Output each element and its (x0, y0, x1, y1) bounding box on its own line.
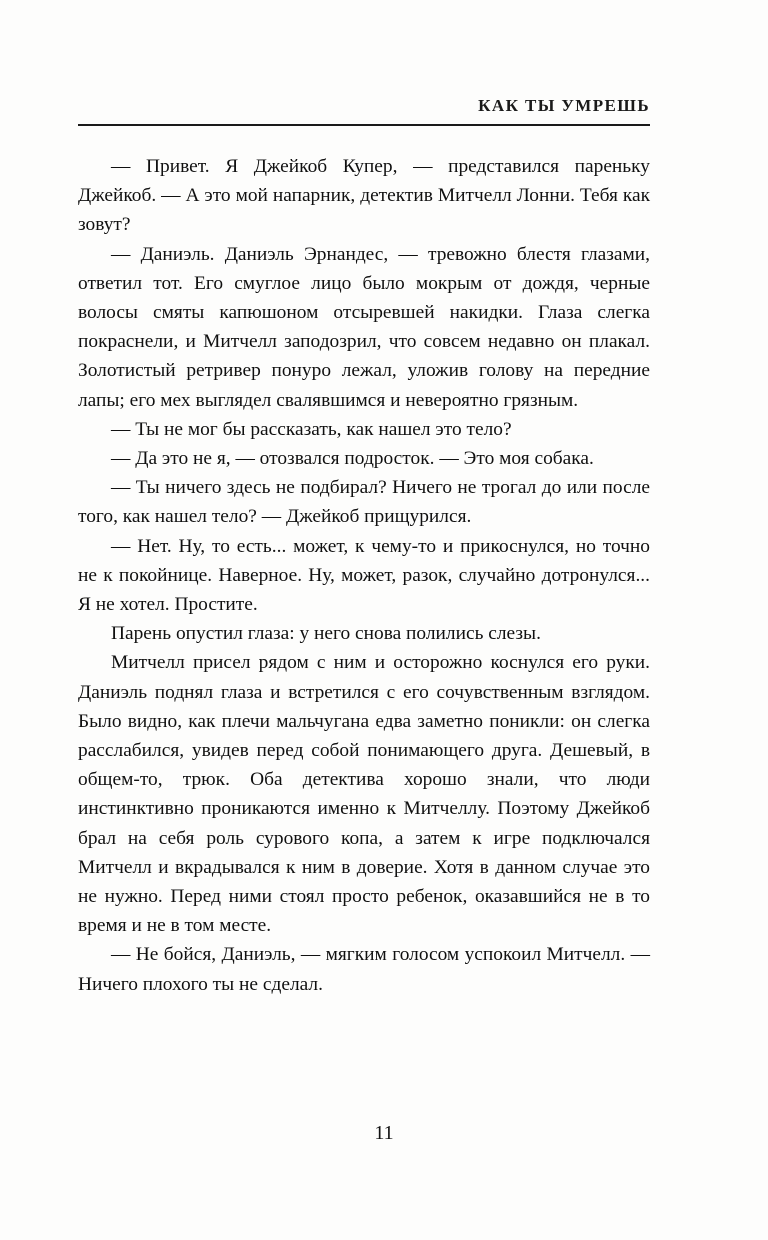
paragraph: — Даниэль. Даниэль Эрнандес, — тревожно блестя глазами, ответил тот. Его смуглое лицо было мокрым от дождя, черные волосы смяты капюшоном отсыревшей накидки. Глаза слегка покраснели, и Митчелл заподозрил, что совсем недавно он плакал. Золотистый ретривер понуро лежал, уложив голову на передние лапы; его мех выглядел свалявшимся и невероятно грязным. (78, 243, 650, 411)
paragraph: — Привет. Я Джейкоб Купер, — представился пареньку Джейкоб. — А это мой напарник, детектив Митчелл Лонни. Тебя как зовут? (78, 156, 650, 236)
paragraph: — Ты ничего здесь не подбирал? Ничего не трогал до или после того, как нашел тело? — Джейкоб прищурился. (78, 477, 650, 528)
body-text (78, 152, 650, 999)
paragraph: — Нет. Ну, то есть... может, к чему-то и прикоснулся, но точно не к покойнице. Наверное. Ну, может, разок, случайно дотронулся... Я не хотел. Простите. (78, 535, 650, 616)
paragraph: Парень опустил глаза: у него снова полились слезы. (111, 623, 541, 645)
page-number: 11 (374, 1122, 394, 1144)
running-head: КАК ТЫ УМРЕШЬ (478, 96, 650, 115)
paragraph: — Да это не я, — отозвался подросток. — Это моя собака. (111, 448, 594, 470)
header-rule (78, 124, 650, 126)
paragraph: Митчелл присел рядом с ним и осторожно коснулся его руки. Даниэль поднял глаза и встретился с его сочувственным взглядом. Было видно, как плечи мальчугана едва заметно поникли: он слегка расслабился, увидев перед собой понимающего друга. Дешевый, в общем-то, трюк. Оба детектива хорошо знали, что люди инстинктивно проникаются именно к Митчеллу. Поэтому Джейкоб брал на себя роль сурового копа, а затем к игре подключался Митчелл и вкрадывался к ним в доверие. Хотя в данном случае это не нужно. Перед ними стоял просто ребенок, оказавшийся не в то время и не в том месте. (78, 652, 650, 937)
paragraph: — Ты не мог бы рассказать, как нашел это тело? (111, 418, 512, 440)
paragraph: — Не бойся, Даниэль, — мягким голосом успокоил Митчелл. — Ничего плохого ты не сделал. (78, 944, 650, 995)
page-content (78, 96, 650, 999)
